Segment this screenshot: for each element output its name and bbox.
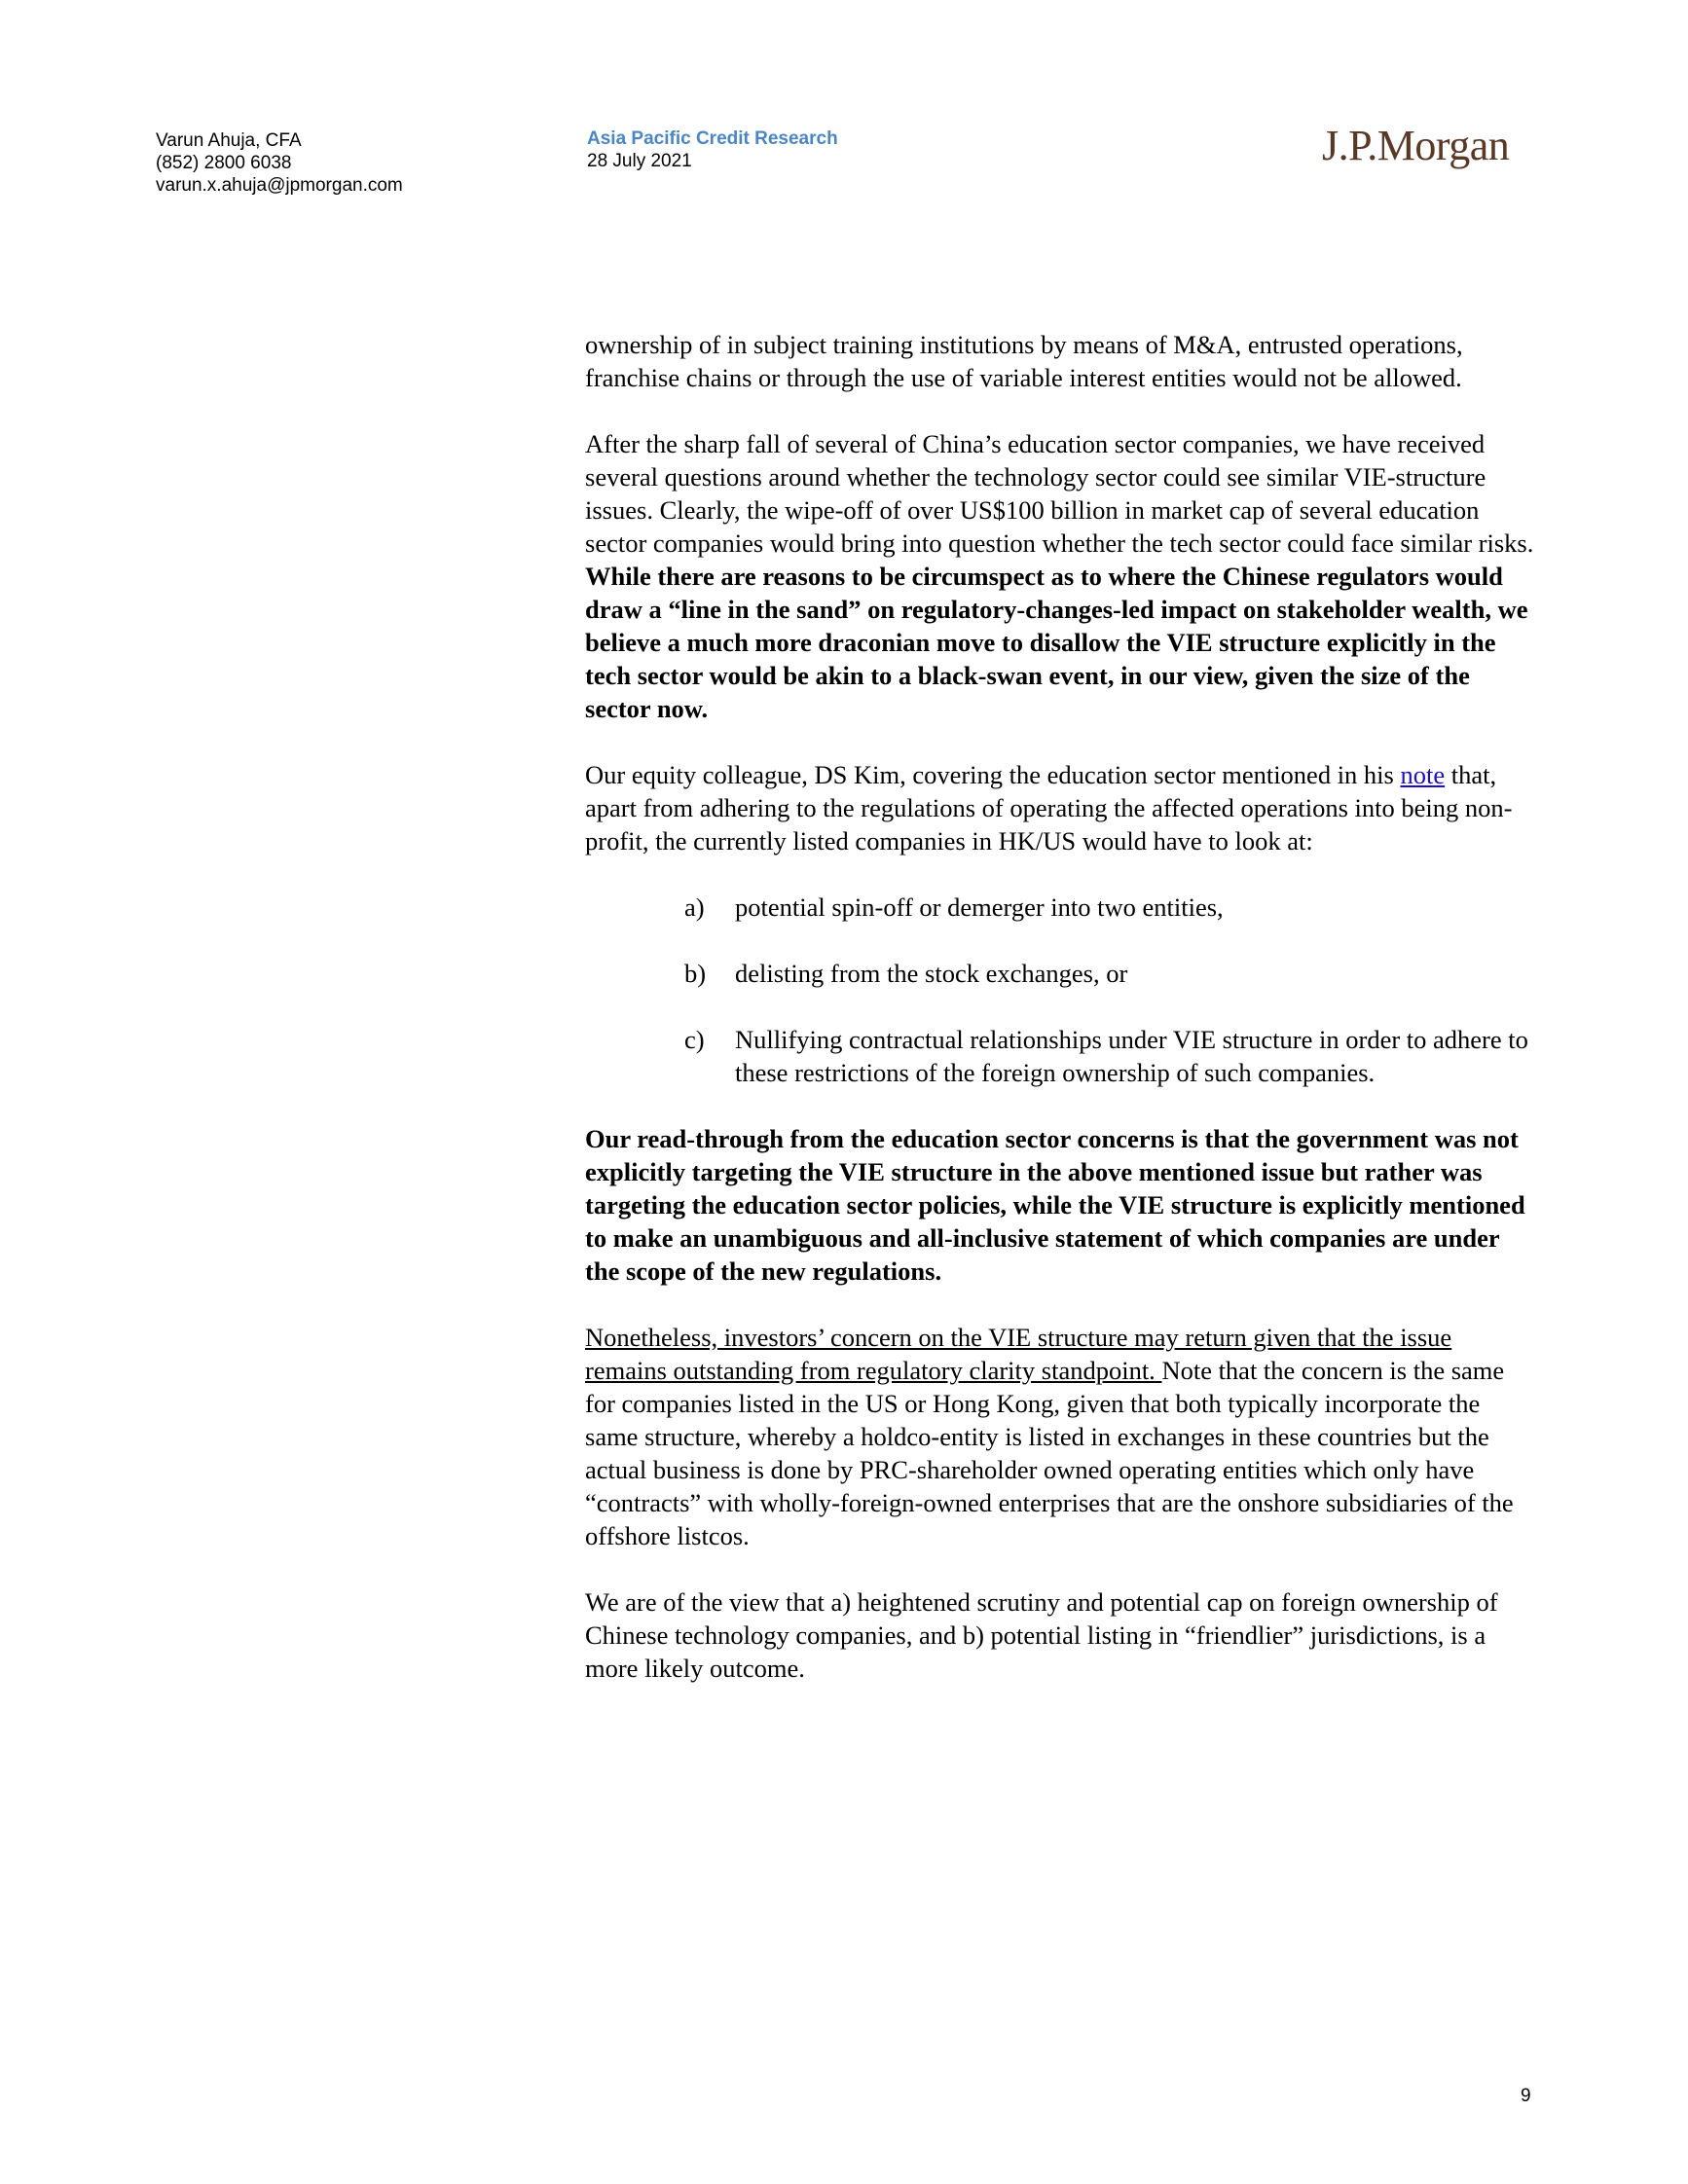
list-marker: a) [684, 892, 705, 922]
list-item-text: delisting from the stock exchanges, or [735, 959, 1128, 988]
author-block [156, 129, 403, 197]
paragraph-4 [585, 1122, 1539, 1288]
paragraph-5 [585, 1321, 1539, 1552]
list-item-text: Nullifying contractual relationships under VIE structure in order to adhere to these restrictions of the foreign ownership of such companies. [735, 1025, 1528, 1087]
note-link[interactable]: note [1400, 760, 1446, 789]
report-series: Asia Pacific Credit Research [587, 128, 838, 149]
paragraph-2-text: After the sharp fall of several of China’s education sector companies, we have received several questions around whether the technology sector could see similar VIE-structure issues. Clearly, the wipe-off of over US$100 billion in market cap of several education sector companies would bring into question whether the tech sector could face similar risks. [585, 429, 1534, 558]
author-name: Varun Ahuja, CFA [156, 130, 302, 151]
paragraph-6: We are of the view that a) heightened scrutiny and potential cap on foreign ownership of Chinese technology companies, and b) potential listing in “friendlier” jurisdictions, is a more likely outcome. [585, 1587, 1498, 1683]
page-number: 9 [1521, 2086, 1531, 2106]
list-item [684, 891, 1539, 924]
paragraph-5-text: Note that the concern is the same for companies listed in the US or Hong Kong, given that both typically incorporate the same structure, whereby a holdco-entity is listed in exchanges in these countries but the actual business is done by PRC-shareholder owned operating entities which only have “contracts” with wholly-foreign-owned enterprises that are the onshore subsidiaries of the offshore listcos. [585, 1356, 1514, 1550]
list-item-text: potential spin-off or demerger into two entities, [735, 892, 1224, 922]
paragraph-3 [585, 758, 1539, 857]
body-text [585, 328, 1539, 1718]
list-marker: b) [684, 959, 707, 988]
paragraph-5-underlined: Nonetheless, investors’ concern on the VIE structure may return given that the issue remains outstanding from regulatory clarity standpoint. [585, 1323, 1452, 1385]
paragraph-2-bold: While there are reasons to be circumspect as to where the Chinese regulators would draw a “line in the sand” on regulatory-changes-led impact on stakeholder wealth, we believe a much more draconian move to disallow the VIE structure explicitly in the tech sector would be akin to a black-swan event, in our view, given the size of the sector now. [585, 562, 1528, 723]
options-list [585, 891, 1539, 1089]
list-item [684, 957, 1539, 990]
report-info [587, 127, 838, 172]
author-phone: (852) 2800 6038 [156, 153, 292, 173]
paragraph-1: ownership of in subject training institutions by means of M&A, entrusted operations, franchise chains or through the use of variable interest entities would not be allowed. [585, 330, 1463, 392]
author-email: varun.x.ahuja@jpmorgan.com [156, 175, 403, 196]
report-date: 28 July 2021 [587, 151, 692, 171]
paragraph-2 [585, 427, 1539, 725]
paragraph-4-bold: Our read-through from the education sector concerns is that the government was not explicitly targeting the VIE structure in the above mentioned issue but rather was targeting the education sector policies, while the VIE structure is explicitly mentioned to make an unambiguous and all-inclusive statement of which companies are under the scope of the new regulations. [585, 1124, 1525, 1286]
list-item [684, 1023, 1539, 1089]
paragraph-3-text-after: that, apart from adhering to the regulations of operating the affected operations into being non-profit, the currently listed companies in HK/US would have to look at: [585, 760, 1513, 855]
list-marker: c) [684, 1025, 705, 1054]
paragraph-3-text: Our equity colleague, DS Kim, covering the education sector mentioned in his [585, 760, 1401, 789]
jpmorgan-logo: J.P.Morgan [1322, 122, 1510, 169]
